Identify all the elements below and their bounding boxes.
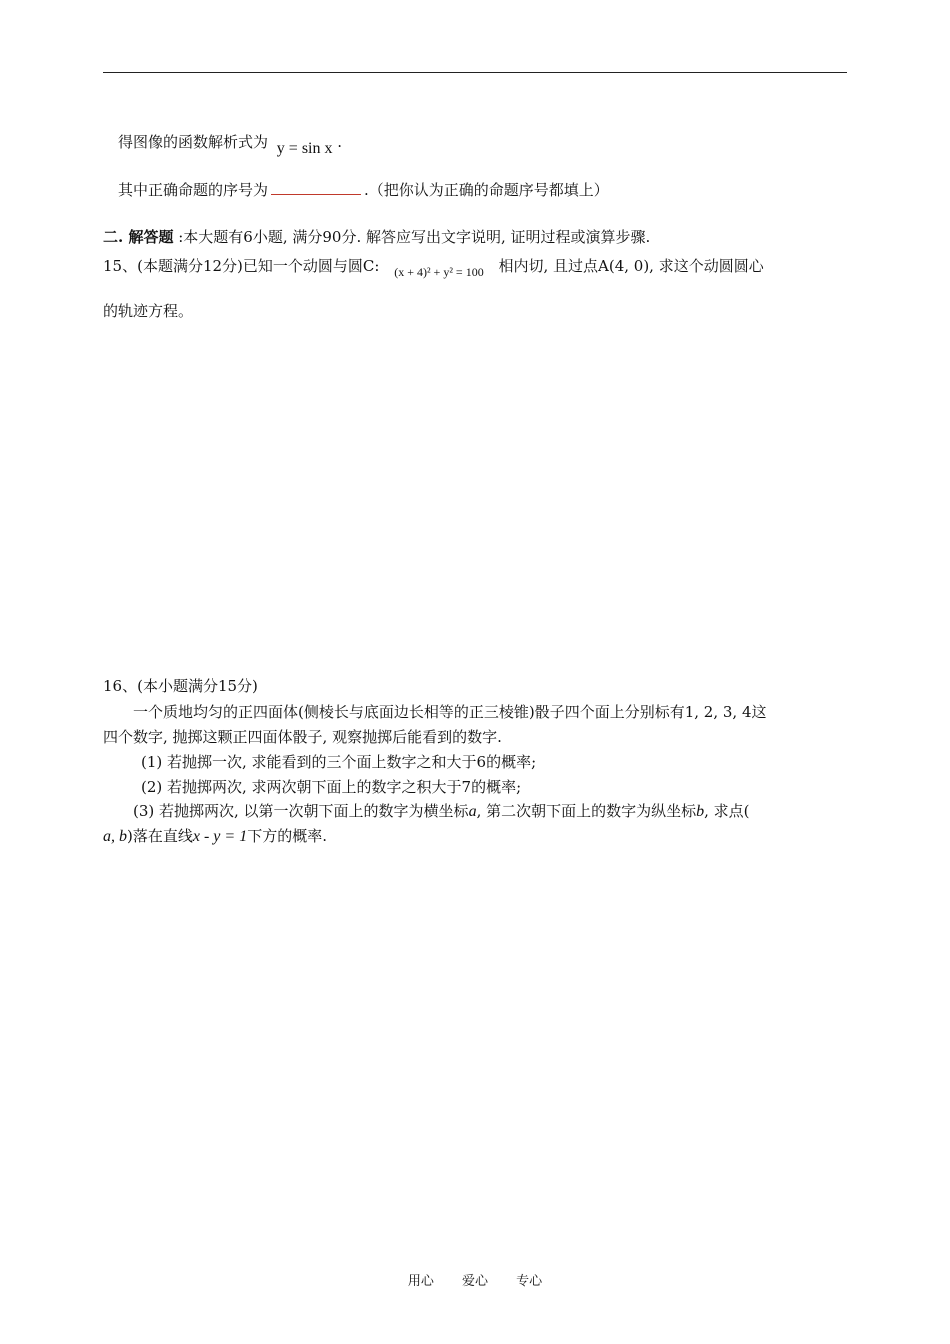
q16-var-b: b (696, 803, 705, 820)
section-2-description: :本大题有6小题, 满分90分. 解答应写出文字说明, 证明过程或演算步骤. (178, 228, 651, 246)
answer-blank[interactable] (271, 178, 361, 195)
prev-line2-end: .（把你认为正确的命题序号都填上） (364, 181, 609, 199)
prev-line1-text: 得图像的函数解析式为 (118, 133, 269, 151)
footer-item: 专心 (516, 1274, 543, 1289)
q16-part-3-cont (103, 826, 327, 847)
q16-part3-b: , 第二次朝下面上的数字为纵坐标 (476, 802, 697, 820)
prev-line-1 (118, 132, 343, 157)
q16-point: a, b (103, 828, 127, 845)
q16-part3-c: , 求点( (704, 802, 750, 820)
q15-prefix: 15、(本题满分12分)已知一个动圆与圆C: (103, 257, 380, 275)
prev-line2-text: 其中正确命题的序号为 (118, 181, 269, 199)
q15-suffix: 相内切, 且过点A(4, 0), 求这个动圆圆心 (498, 257, 764, 275)
q16-header: 16、(本小题满分15分) (103, 677, 258, 695)
q16-intro-2: 四个数字, 抛掷这颗正四面体骰子, 观察抛掷后能看到的数字. (103, 728, 502, 746)
q16-part-2: (2) 若抛掷两次, 求两次朝下面上的数字之积大于7的概率; (141, 778, 522, 796)
q16-part-1: (1) 若抛掷一次, 求能看到的三个面上数字之和大于6的概率; (141, 753, 537, 771)
prev-line1-end: . (337, 133, 343, 151)
q16-part3-a: (3) 若抛掷两次, 以第一次朝下面上的数字为横坐标 (133, 802, 469, 820)
q15-line-1 (103, 256, 764, 277)
q16-var-a: a (468, 803, 477, 820)
prev-line-2 (118, 178, 609, 200)
section-2-heading: 二. 解答题 (103, 228, 174, 246)
header-rule (103, 72, 847, 73)
prev-line1-formula: y = sin x (276, 140, 333, 157)
q16-intro-1: 一个质地均匀的正四面体(侧棱长与底面边长相等的正三棱锥)骰子四个面上分别标有1, 2, 3, 4这 (133, 703, 767, 721)
q15-line-2: 的轨迹方程。 (103, 302, 194, 320)
footer-item: 爱心 (461, 1274, 488, 1289)
q15-formula: (x + 4)² + y² = 100 (394, 265, 484, 279)
footer-item: 用心 (407, 1274, 434, 1289)
section-2-title (103, 227, 650, 247)
q16-part-3 (133, 801, 750, 822)
page-footer (0, 1270, 950, 1289)
q16-line-eq: x - y = 1 (192, 828, 248, 845)
q16-part3-d: )落在直线 (127, 827, 193, 845)
q16-part3-e: 下方的概率. (247, 827, 327, 845)
